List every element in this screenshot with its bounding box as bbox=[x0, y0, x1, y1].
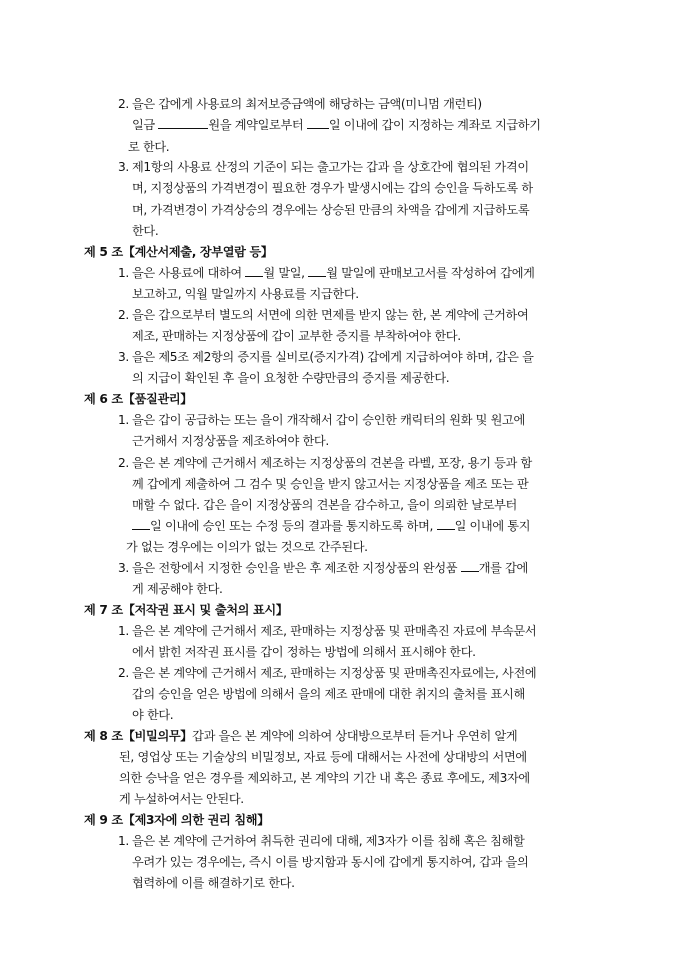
art4-p3-line1: 3. 제1항의 사용료 산정의 기준이 되는 출고가는 갑과 을 상호간에 협의된 가격이 bbox=[118, 160, 529, 174]
art5-p2-line2: 제조, 판매하는 지정상품에 갑이 교부한 증지를 부착하여야 한다. bbox=[132, 329, 461, 343]
blank-days[interactable] bbox=[132, 518, 150, 530]
art7-p1-line1: 1. 을은 본 계약에 근거해서 제조, 판매하는 지정상품 및 판매촉진 자료에 부속문서 bbox=[118, 624, 537, 638]
item-number: 2. bbox=[118, 456, 129, 470]
art6-p2-line5: 가 없는 경우에는 이의가 없는 것으로 간주된다. bbox=[126, 540, 368, 554]
item-number: 3. bbox=[118, 350, 129, 364]
art6-p1-line1: 1. 을은 갑이 공급하는 또는 을이 개작해서 갑이 승인한 캐릭터의 원화 및 원고에 bbox=[118, 413, 525, 427]
art4-p2-line2: 일금 원을 계약일로부터 일 이내에 갑이 지정하는 계좌로 지급하기 bbox=[132, 118, 541, 132]
art5-p3-line2: 의 지급이 확인된 후 을이 요청한 수량만큼의 증지를 제공한다. bbox=[132, 371, 450, 385]
blank-month[interactable] bbox=[308, 265, 326, 277]
art8-line4: 게 누설하여서는 안된다. bbox=[119, 792, 244, 806]
art4-p2-line1: 2. 을은 갑에게 사용료의 최저보증금액에 해당하는 금액(미니멈 개런티) bbox=[118, 97, 482, 111]
blank-amount[interactable] bbox=[158, 117, 208, 129]
art9-p1-line3: 협력하에 이를 해결하기로 한다. bbox=[132, 876, 295, 890]
art7-p2-line3: 야 한다. bbox=[132, 708, 174, 722]
art8-line3: 의한 승낙을 얻은 경우를 제외하고, 본 계약의 기간 내 혹은 종료 후에도, 제3자에 bbox=[119, 771, 530, 785]
item-number: 1. bbox=[118, 624, 129, 638]
blank-days[interactable] bbox=[437, 518, 455, 530]
art7-p2-line2: 갑의 승인을 얻은 방법에 의해서 을의 제조 판매에 대한 취지의 출처를 표시해 bbox=[132, 687, 525, 701]
art5-p1-line1: 1. 을은 사용료에 대하여 월 말일, 월 말일에 판매보고서를 작성하여 갑에게 bbox=[118, 266, 535, 280]
art4-p3-line2: 며, 지정상품의 가격변경이 필요한 경우가 발생시에는 갑의 승인을 득하도록 하 bbox=[132, 181, 533, 195]
article-7-title: 제 7 조【저작권 표시 및 출처의 표시】 bbox=[84, 603, 288, 617]
article-8-title: 제 8 조【비밀의무】 bbox=[84, 729, 193, 743]
art5-p1-line2: 보고하고, 익월 말일까지 사용료를 지급한다. bbox=[132, 287, 359, 301]
item-number: 2. bbox=[118, 308, 129, 322]
art6-p3-line1: 3. 을은 전항에서 지정한 승인을 받은 후 제조한 지정상품의 완성품 개를 갑에 bbox=[118, 561, 528, 575]
art6-p2-line3: 매할 수 없다. 갑은 을이 지정상품의 견본을 감수하고, 을이 의뢰한 날로부터 bbox=[132, 498, 517, 512]
item-number: 2. bbox=[118, 666, 129, 680]
art6-p3-line2: 게 제공해야 한다. bbox=[132, 582, 223, 596]
blank-month[interactable] bbox=[245, 265, 263, 277]
blank-days[interactable] bbox=[307, 117, 329, 129]
article-5-title: 제 5 조【계산서제출, 장부열람 등】 bbox=[84, 245, 273, 259]
item-number: 1. bbox=[118, 834, 129, 848]
blank-quantity[interactable] bbox=[461, 560, 479, 572]
item-number: 1. bbox=[118, 413, 129, 427]
art6-p2-line1: 2. 을은 본 계약에 근거해서 제조하는 지정상품의 견본을 라벨, 포장, 용기 등과 함 bbox=[118, 456, 532, 470]
item-number: 1. bbox=[118, 266, 129, 280]
art6-p1-line2: 근거해서 지정상품을 제조하여야 한다. bbox=[132, 434, 329, 448]
article-9-title: 제 9 조【제3자에 의한 권리 침해】 bbox=[84, 813, 270, 827]
art5-p2-line1: 2. 을은 갑으로부터 별도의 서면에 의한 면제를 받지 않는 한, 본 계약에 근거하여 bbox=[118, 308, 529, 322]
item-number: 2. bbox=[118, 97, 129, 111]
art9-p1-line1: 1. 을은 본 계약에 근거하여 취득한 권리에 대해, 제3자가 이를 침해 혹은 침해할 bbox=[118, 834, 525, 848]
art5-p3-line1: 3. 을은 제5조 제2항의 증지를 실비로(증지가격) 갑에게 지급하여야 하며, 갑은 을 bbox=[118, 350, 534, 364]
art7-p1-line2: 에서 밝힌 저작권 표시를 갑이 정하는 방법에 의해서 표시해야 한다. bbox=[132, 645, 476, 659]
art8-line2: 된, 영업상 또는 기술상의 비밀정보, 자료 등에 대해서는 사전에 상대방의 서면에 bbox=[119, 750, 527, 764]
art6-p2-line4: 일 이내에 승인 또는 수정 등의 결과를 통지하도록 하며, 일 이내에 통지 bbox=[132, 518, 530, 534]
item-number: 3. bbox=[118, 561, 129, 575]
art9-p1-line2: 우려가 있는 경우에는, 즉시 이를 방지함과 동시에 갑에게 통지하여, 갑과 을의 bbox=[132, 855, 529, 869]
article-6-title: 제 6 조【품질관리】 bbox=[84, 392, 193, 406]
item-number: 3. bbox=[118, 160, 129, 174]
art4-p2-line3: 로 한다. bbox=[128, 140, 170, 154]
art4-p3-line3: 며, 가격변경이 가격상승의 경우에는 상승된 만큼의 차액을 갑에게 지급하도록 bbox=[132, 203, 530, 217]
art6-p2-line2: 께 갑에게 제출하여 그 검수 및 승인을 받지 않고서는 지정상품을 제조 또는 판 bbox=[132, 477, 529, 491]
art4-p3-line4: 한다. bbox=[132, 224, 159, 238]
art8-line1: 제 8 조【비밀의무】갑과 을은 본 계약에 의하여 상대방으로부터 듣거나 우연히 알게 bbox=[84, 729, 518, 743]
art7-p2-line1: 2. 을은 본 계약에 근거해서 제조, 판매하는 지정상품 및 판매촉진자료에는, 사전에 bbox=[118, 666, 537, 680]
